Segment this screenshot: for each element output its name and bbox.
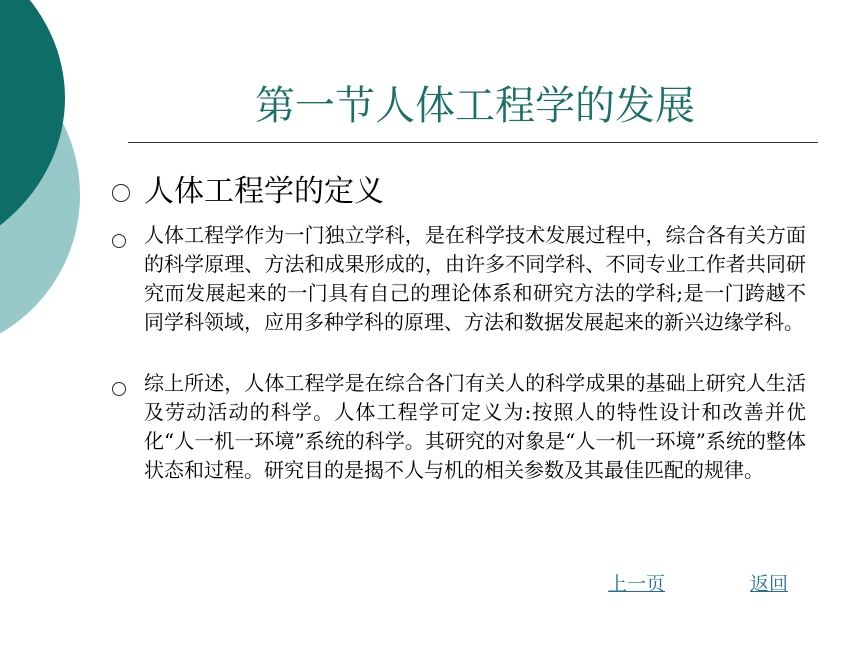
- hollow-circle-bullet-icon: [112, 184, 130, 202]
- hollow-circle-bullet-icon: [112, 382, 126, 396]
- back-link[interactable]: 返回: [750, 573, 789, 595]
- section-heading: 人体工程学的定义: [144, 174, 384, 209]
- slide-title: 第一节人体工程学的发展: [255, 83, 695, 129]
- title-divider: [128, 142, 818, 143]
- summary-paragraph: 综上所述，人体工程学是在综合各门有关人的科学成果的基础上研究人生活及劳动活动的科学。人体工程学可定义为:按照人的特性设计和改善并优化“人一机一环境”系统的科学。其研究的对象是“人一机一环境”系统的整体状态和过程。研究目的是揭不人与机的相关参数及其最佳匹配的规律。: [144, 371, 806, 482]
- hollow-circle-bullet-icon: [112, 234, 126, 248]
- prev-page-link[interactable]: 上一页: [608, 573, 666, 595]
- definition-paragraph: 人体工程学作为一门独立学科，是在科学技术发展过程中，综合各有关方面的科学原理、方法和成果形成的，由许多不同学科、不同专业工作者共同研究而发展起来的一门具有自己的理论体系和研究方法的学科;是一门跨越不同学科领域，应用多种学科的原理、方法和数据发展起来的新兴边缘学科。: [144, 223, 806, 334]
